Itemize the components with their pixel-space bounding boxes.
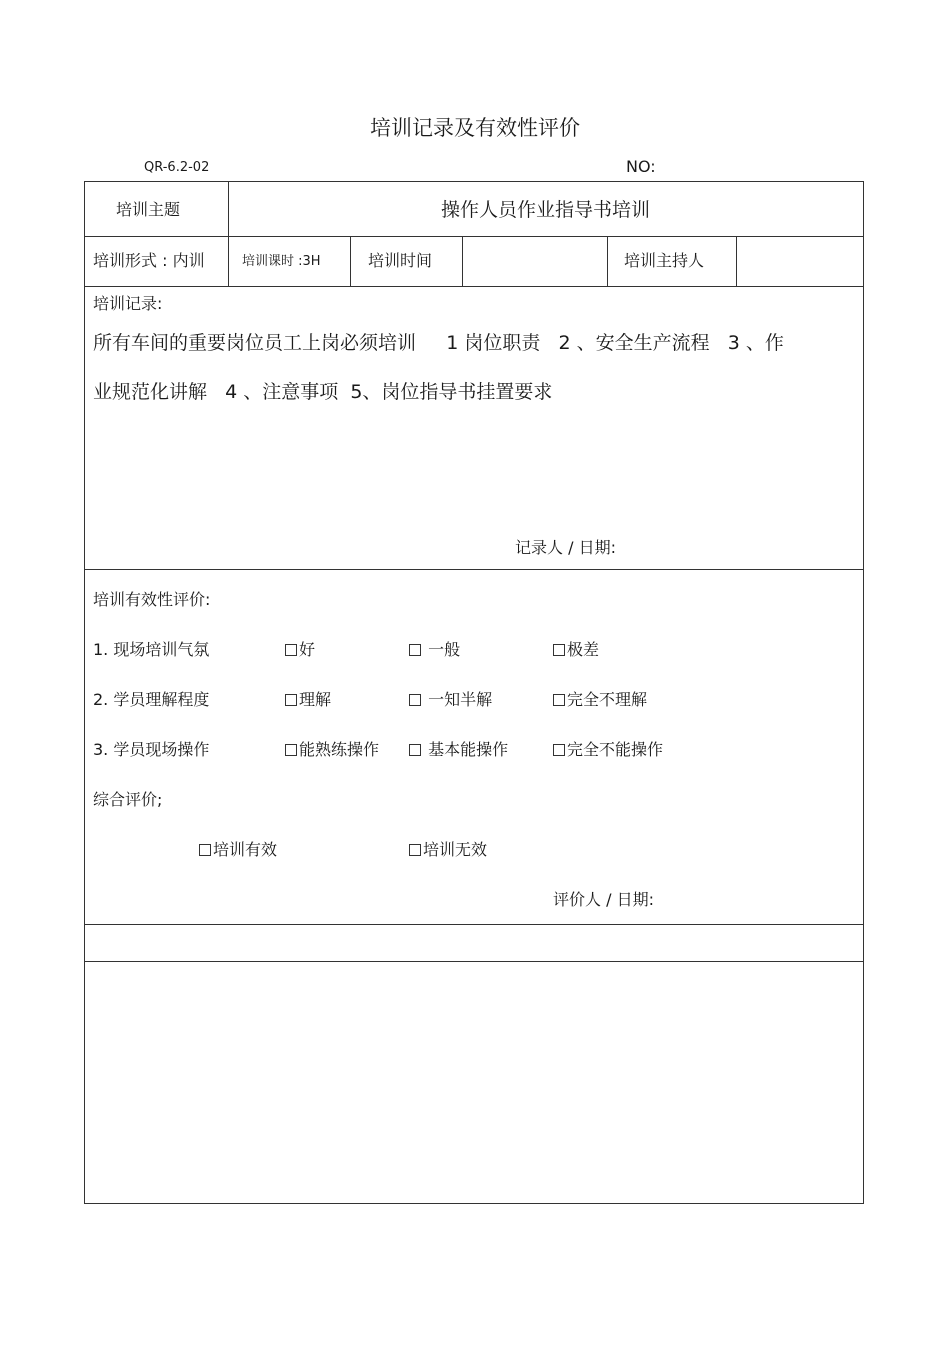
evaluation-item-understanding: 2. 学员理解程度 (93, 690, 210, 709)
training-subject-label: 培训主题 (116, 200, 181, 219)
row-divider (85, 924, 863, 925)
training-subject-value[interactable]: 操作人员作业指导书培训 (440, 199, 650, 221)
checkbox-icon (553, 694, 565, 706)
row-divider (85, 569, 863, 570)
option-very-poor[interactable]: 极差 (553, 637, 599, 660)
recorder-date-label: 记录人 / 日期: (515, 538, 616, 557)
option-understand[interactable]: 理解 (285, 687, 331, 710)
evaluator-date-label: 评价人 / 日期: (553, 890, 654, 909)
checkbox-icon (199, 844, 211, 856)
effectiveness-evaluation-label: 培训有效性评价: (93, 590, 211, 609)
training-form-label: 培训形式 : 内训 (93, 251, 205, 270)
training-record-label: 培训记录: (93, 294, 163, 313)
checkbox-icon (285, 744, 297, 756)
column-divider (736, 236, 737, 286)
document-number: QR-6.2-02 (144, 160, 210, 175)
row-divider (85, 961, 863, 962)
training-host-label: 培训主持人 (624, 251, 705, 270)
option-basic-operation[interactable]: 基本能操作 (409, 737, 508, 760)
checkbox-icon (409, 644, 421, 656)
checkbox-icon (285, 644, 297, 656)
row-divider (85, 236, 863, 237)
row-divider (85, 286, 863, 287)
option-skilled-operation[interactable]: 能熟练操作 (285, 737, 379, 760)
training-record-line-2: 业规范化讲解 4 、注意事项 5、岗位指导书挂置要求 (93, 381, 553, 403)
form-table (84, 181, 864, 1204)
checkbox-icon (553, 744, 565, 756)
option-training-ineffective[interactable]: 培训无效 (409, 837, 487, 860)
column-divider (607, 236, 608, 286)
form-title: 培训记录及有效性评价 (370, 116, 580, 140)
evaluation-item-operation: 3. 学员现场操作 (93, 740, 210, 759)
option-cannot-operate[interactable]: 完全不能操作 (553, 737, 663, 760)
checkbox-icon (409, 744, 421, 756)
serial-number-label: NO: (626, 157, 656, 176)
option-average[interactable]: 一般 (409, 637, 460, 660)
overall-evaluation-label: 综合评价; (93, 790, 163, 809)
checkbox-icon (285, 694, 297, 706)
checkbox-icon (409, 694, 421, 706)
training-time-label: 培训时间 (368, 251, 433, 270)
training-hours-label: 培训课时 :3H (242, 254, 321, 269)
evaluation-item-atmosphere: 1. 现场培训气氛 (93, 640, 210, 659)
column-divider (462, 236, 463, 286)
option-partial-understanding[interactable]: 一知半解 (409, 687, 492, 710)
checkbox-icon (409, 844, 421, 856)
option-good[interactable]: 好 (285, 637, 315, 660)
checkbox-icon (553, 644, 565, 656)
option-not-understand[interactable]: 完全不理解 (553, 687, 647, 710)
training-record-line-1: 所有车间的重要岗位员工上岗必须培训 1 岗位职责 2 、安全生产流程 3 、作 (93, 332, 784, 354)
option-training-effective[interactable]: 培训有效 (199, 837, 277, 860)
column-divider (350, 236, 351, 286)
